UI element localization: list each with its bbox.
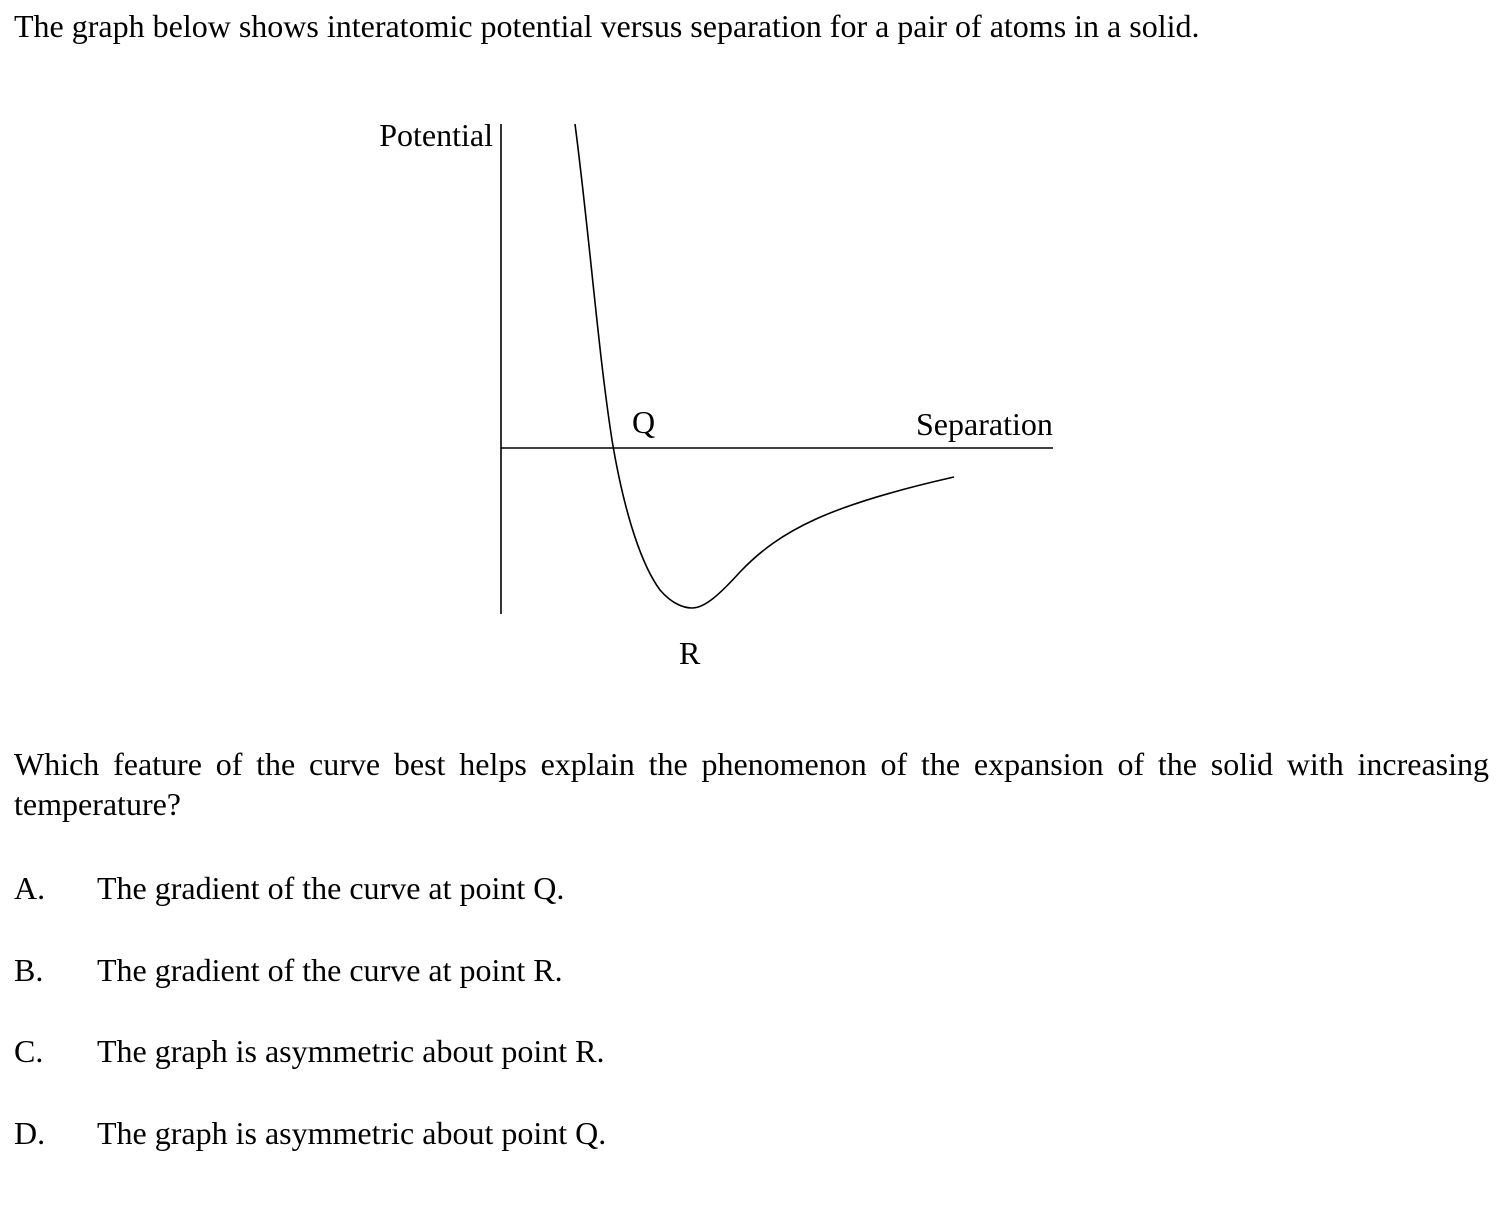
option-letter: D.	[14, 1115, 46, 1151]
point-q-label: Q	[632, 404, 656, 440]
option-text: The graph is asymmetric about point Q.	[97, 1115, 607, 1151]
y-axis-label: Potential	[379, 117, 493, 153]
potential-curve	[575, 124, 954, 608]
intro-text: The graph below shows interatomic potential versus separation for a pair of atoms in a solid.	[14, 8, 1200, 44]
option-d[interactable]	[14, 1113, 606, 1153]
question-text: Which feature of the curve best helps explain the phenomenon of the expansion of the solid with increasing temperature?	[14, 746, 1489, 822]
option-text: The graph is asymmetric about point R.	[97, 1033, 605, 1069]
point-r-label: R	[679, 635, 701, 671]
option-a[interactable]	[14, 868, 564, 908]
option-text: The gradient of the curve at point R.	[97, 952, 563, 988]
option-text: The gradient of the curve at point Q.	[97, 870, 565, 906]
option-letter: A.	[14, 870, 46, 906]
option-c[interactable]	[14, 1031, 604, 1071]
x-axis-label: Separation	[916, 406, 1053, 442]
option-b[interactable]	[14, 950, 563, 990]
option-letter: C.	[14, 1033, 44, 1069]
option-letter: B.	[14, 952, 44, 988]
